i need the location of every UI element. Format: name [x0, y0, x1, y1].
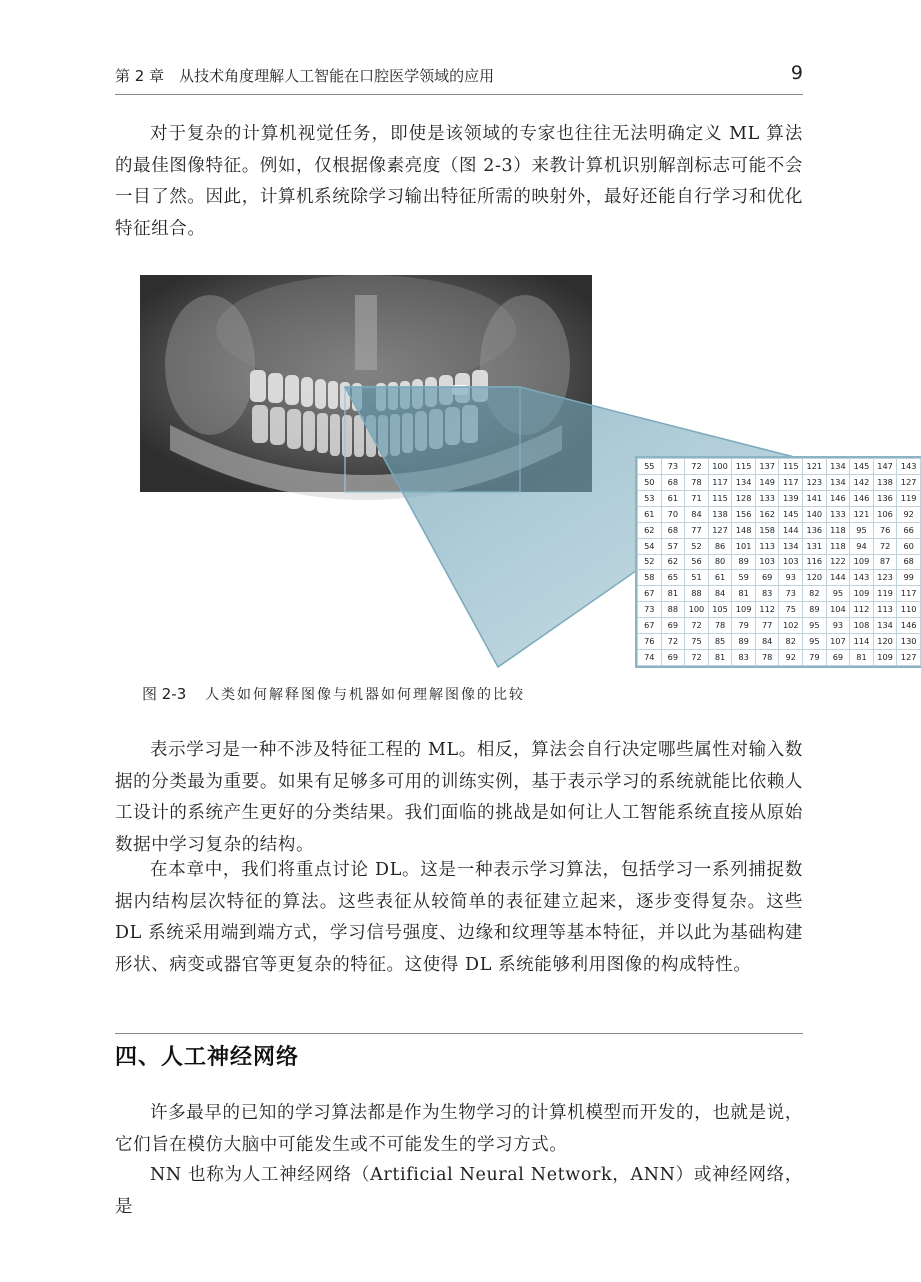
figure-label: 图 2-3 — [142, 685, 187, 703]
pixel-cell: 61 — [638, 506, 662, 522]
pixel-row — [638, 538, 921, 554]
page-number: 9 — [790, 62, 803, 84]
pixel-cell: 81 — [732, 586, 756, 602]
pixel-cell: 61 — [708, 570, 732, 586]
pixel-cell: 100 — [685, 602, 709, 618]
pixel-row — [638, 586, 921, 602]
pixel-cell: 116 — [803, 554, 827, 570]
pixel-cell: 118 — [826, 522, 850, 538]
pixel-cell: 68 — [661, 522, 685, 538]
pixel-cell: 134 — [779, 538, 803, 554]
pixel-row — [638, 650, 921, 666]
pixel-cell: 52 — [685, 538, 709, 554]
pixel-cell: 50 — [638, 474, 662, 490]
pixel-cell: 133 — [826, 506, 850, 522]
pixel-cell: 122 — [826, 554, 850, 570]
pixel-cell: 77 — [685, 522, 709, 538]
pixel-cell: 109 — [732, 602, 756, 618]
running-header — [115, 60, 803, 95]
pixel-cell: 146 — [897, 618, 921, 634]
pixel-cell: 130 — [897, 634, 921, 650]
pixel-row — [638, 474, 921, 490]
pixel-cell: 138 — [873, 474, 897, 490]
pixel-cell: 104 — [826, 602, 850, 618]
pixel-cell: 72 — [685, 650, 709, 666]
pixel-cell: 93 — [826, 618, 850, 634]
pixel-cell: 82 — [803, 586, 827, 602]
pixel-cell: 110 — [897, 602, 921, 618]
pixel-cell: 158 — [755, 522, 779, 538]
pixel-cell: 94 — [850, 538, 874, 554]
pixel-cell: 162 — [755, 506, 779, 522]
pixel-cell: 77 — [755, 618, 779, 634]
pixel-cell: 133 — [755, 490, 779, 506]
pixel-cell: 87 — [873, 554, 897, 570]
pixel-cell: 99 — [897, 570, 921, 586]
pixel-cell: 73 — [779, 586, 803, 602]
pixel-cell: 115 — [732, 459, 756, 475]
pixel-cell: 89 — [732, 554, 756, 570]
pixel-cell: 57 — [661, 538, 685, 554]
pixel-cell: 75 — [779, 602, 803, 618]
pixel-cell: 118 — [826, 538, 850, 554]
pixel-cell: 82 — [779, 634, 803, 650]
pixel-cell: 72 — [661, 634, 685, 650]
pixel-cell: 78 — [685, 474, 709, 490]
pixel-cell: 81 — [850, 650, 874, 666]
pixel-row — [638, 522, 921, 538]
pixel-cell: 62 — [661, 554, 685, 570]
pixel-cell: 69 — [661, 650, 685, 666]
pixel-cell: 84 — [685, 506, 709, 522]
pixel-cell: 80 — [708, 554, 732, 570]
pixel-cell: 69 — [826, 650, 850, 666]
pixel-cell: 79 — [803, 650, 827, 666]
pixel-cell: 55 — [638, 459, 662, 475]
pixel-cell: 113 — [755, 538, 779, 554]
pixel-cell: 95 — [803, 634, 827, 650]
pixel-cell: 74 — [638, 650, 662, 666]
pixel-cell: 76 — [638, 634, 662, 650]
pixel-row — [638, 570, 921, 586]
pixel-cell: 83 — [755, 586, 779, 602]
pixel-cell: 68 — [897, 554, 921, 570]
section-title: 四、人工神经网络 — [115, 1045, 300, 1070]
pixel-cell: 137 — [755, 459, 779, 475]
pixel-cell: 68 — [661, 474, 685, 490]
paragraph-feature-learning: 对于复杂的计算机视觉任务，即使是该领域的专家也往往无法明确定义 ML 算法的最佳图像特征。例如，仅根据像素亮度（图 2-3）来教计算机识别解剖标志可能不会一目了然。因此，计算机系统除学习输出特征所需的映射外，最好还能自行学习和优化特征组合。 — [115, 124, 803, 239]
pixel-cell: 85 — [708, 634, 732, 650]
pixel-cell: 131 — [803, 538, 827, 554]
pixel-cell: 89 — [732, 634, 756, 650]
pixel-cell: 62 — [638, 522, 662, 538]
pixel-cell: 114 — [850, 634, 874, 650]
pixel-row — [638, 634, 921, 650]
pixel-cell: 145 — [850, 459, 874, 475]
pixel-cell: 101 — [732, 538, 756, 554]
pixel-cell: 86 — [708, 538, 732, 554]
pixel-cell: 69 — [661, 618, 685, 634]
pixel-cell: 72 — [873, 538, 897, 554]
pixel-cell: 66 — [897, 522, 921, 538]
pixel-cell: 60 — [897, 538, 921, 554]
pixel-cell: 127 — [708, 522, 732, 538]
figure-caption — [142, 683, 525, 704]
pixel-cell: 142 — [850, 474, 874, 490]
pixel-cell: 112 — [755, 602, 779, 618]
pixel-cell: 105 — [708, 602, 732, 618]
pixel-cell: 92 — [779, 650, 803, 666]
pixel-cell: 117 — [897, 586, 921, 602]
pixel-cell: 120 — [803, 570, 827, 586]
pixel-cell: 88 — [661, 602, 685, 618]
pixel-cell: 138 — [708, 506, 732, 522]
pixel-cell: 102 — [779, 618, 803, 634]
pixel-row — [638, 490, 921, 506]
pixel-cell: 81 — [661, 586, 685, 602]
paragraph-learning-algorithms: 许多最早的已知的学习算法都是作为生物学习的计算机模型而开发的，也就是说，它们旨在模仿大脑中可能发生或不可能发生的学习方式。 — [115, 1103, 803, 1155]
pixel-cell: 76 — [873, 522, 897, 538]
pixel-cell: 61 — [661, 490, 685, 506]
pixel-cell: 83 — [732, 650, 756, 666]
pixel-cell: 109 — [873, 650, 897, 666]
pixel-cell: 59 — [732, 570, 756, 586]
pixel-cell: 112 — [850, 602, 874, 618]
pixel-cell: 127 — [897, 650, 921, 666]
pixel-cell: 117 — [708, 474, 732, 490]
pixel-cell: 144 — [779, 522, 803, 538]
pixel-cell: 115 — [708, 490, 732, 506]
pixel-cell: 119 — [897, 490, 921, 506]
pixel-cell: 73 — [638, 602, 662, 618]
pixel-cell: 134 — [873, 618, 897, 634]
pixel-cell: 141 — [803, 490, 827, 506]
pixel-cell: 127 — [897, 474, 921, 490]
pixel-cell: 128 — [732, 490, 756, 506]
pixel-cell: 136 — [873, 490, 897, 506]
pixel-cell: 103 — [779, 554, 803, 570]
pixel-cell: 140 — [803, 506, 827, 522]
pixel-cell: 93 — [779, 570, 803, 586]
pixel-cell: 123 — [803, 474, 827, 490]
pixel-cell: 51 — [685, 570, 709, 586]
pixel-cell: 84 — [708, 586, 732, 602]
pixel-cell: 147 — [873, 459, 897, 475]
pixel-cell: 67 — [638, 586, 662, 602]
pixel-cell: 81 — [708, 650, 732, 666]
pixel-cell: 73 — [661, 459, 685, 475]
pixel-cell: 69 — [755, 570, 779, 586]
pixel-cell: 75 — [685, 634, 709, 650]
pixel-cell: 113 — [873, 602, 897, 618]
pixel-cell: 78 — [755, 650, 779, 666]
pixel-cell: 109 — [850, 586, 874, 602]
pixel-row — [638, 602, 921, 618]
pixel-cell: 156 — [732, 506, 756, 522]
pixel-cell: 53 — [638, 490, 662, 506]
pixel-cell: 67 — [638, 618, 662, 634]
pixel-cell: 52 — [638, 554, 662, 570]
pixel-cell: 115 — [779, 459, 803, 475]
pixel-cell: 145 — [779, 506, 803, 522]
pixel-cell: 143 — [850, 570, 874, 586]
pixel-cell: 123 — [873, 570, 897, 586]
pixel-cell: 146 — [826, 490, 850, 506]
figure-caption-text: 人类如何解释图像与机器如何理解图像的比较 — [205, 687, 526, 703]
pixel-value-grid — [637, 458, 921, 666]
pixel-cell: 92 — [897, 506, 921, 522]
pixel-cell: 143 — [897, 459, 921, 475]
pixel-cell: 58 — [638, 570, 662, 586]
pixel-cell: 103 — [755, 554, 779, 570]
pixel-row — [638, 506, 921, 522]
pixel-cell: 56 — [685, 554, 709, 570]
figure-2-3 — [140, 275, 917, 670]
pixel-cell: 144 — [826, 570, 850, 586]
pixel-cell: 134 — [826, 459, 850, 475]
pixel-cell: 134 — [732, 474, 756, 490]
pixel-cell: 117 — [779, 474, 803, 490]
pixel-cell: 146 — [850, 490, 874, 506]
pixel-cell: 109 — [850, 554, 874, 570]
pixel-cell: 148 — [732, 522, 756, 538]
pixel-cell: 88 — [685, 586, 709, 602]
pixel-cell: 121 — [850, 506, 874, 522]
pixel-cell: 149 — [755, 474, 779, 490]
pixel-cell: 95 — [850, 522, 874, 538]
pixel-cell: 84 — [755, 634, 779, 650]
pixel-cell: 108 — [850, 618, 874, 634]
pixel-cell: 72 — [685, 618, 709, 634]
pixel-cell: 139 — [779, 490, 803, 506]
pixel-cell: 100 — [708, 459, 732, 475]
pixel-cell: 95 — [803, 618, 827, 634]
pixel-row — [638, 554, 921, 570]
pixel-cell: 120 — [873, 634, 897, 650]
pixel-cell: 70 — [661, 506, 685, 522]
pixel-cell: 119 — [873, 586, 897, 602]
pixel-cell: 106 — [873, 506, 897, 522]
pixel-cell: 89 — [803, 602, 827, 618]
pixel-cell: 95 — [826, 586, 850, 602]
pixel-cell: 54 — [638, 538, 662, 554]
section-divider — [115, 1033, 803, 1034]
paragraph-deep-learning: 在本章中，我们将重点讨论 DL。这是一种表示学习算法，包括学习一系列捕捉数据内结构层次特征的算法。这些表征从较简单的表征建立起来，逐步变得复杂。这些 DL 系统采用端到端方式，学习信号强度、边缘和纹理等基本特征，并以此为基础构建形状、病变或器官等更复杂的特征。这使得 DL 系统能够利用图像的构成特性。 — [115, 860, 803, 975]
pixel-cell: 79 — [732, 618, 756, 634]
pixel-cell: 121 — [803, 459, 827, 475]
paragraph-neural-networks: NN 也称为人工神经网络（Artificial Neural Network，ANN）或神经网络，是 — [115, 1165, 803, 1217]
pixel-cell: 107 — [826, 634, 850, 650]
pixel-cell: 65 — [661, 570, 685, 586]
pixel-cell: 136 — [803, 522, 827, 538]
pixel-cell: 71 — [685, 490, 709, 506]
pixel-row — [638, 618, 921, 634]
chapter-title: 第 2 章 从技术角度理解人工智能在口腔医学领域的应用 — [115, 67, 495, 85]
pixel-cell: 72 — [685, 459, 709, 475]
pixel-cell: 134 — [826, 474, 850, 490]
pixel-row — [638, 459, 921, 475]
paragraph-representation-learning: 表示学习是一种不涉及特征工程的 ML。相反，算法会自行决定哪些属性对输入数据的分类最为重要。如果有足够多可用的训练实例，基于表示学习的系统就能比依赖人工设计的系统产生更好的分类结果。我们面临的挑战是如何让人工智能系统直接从原始数据中学习复杂的结构。 — [115, 740, 803, 855]
pixel-cell: 78 — [708, 618, 732, 634]
